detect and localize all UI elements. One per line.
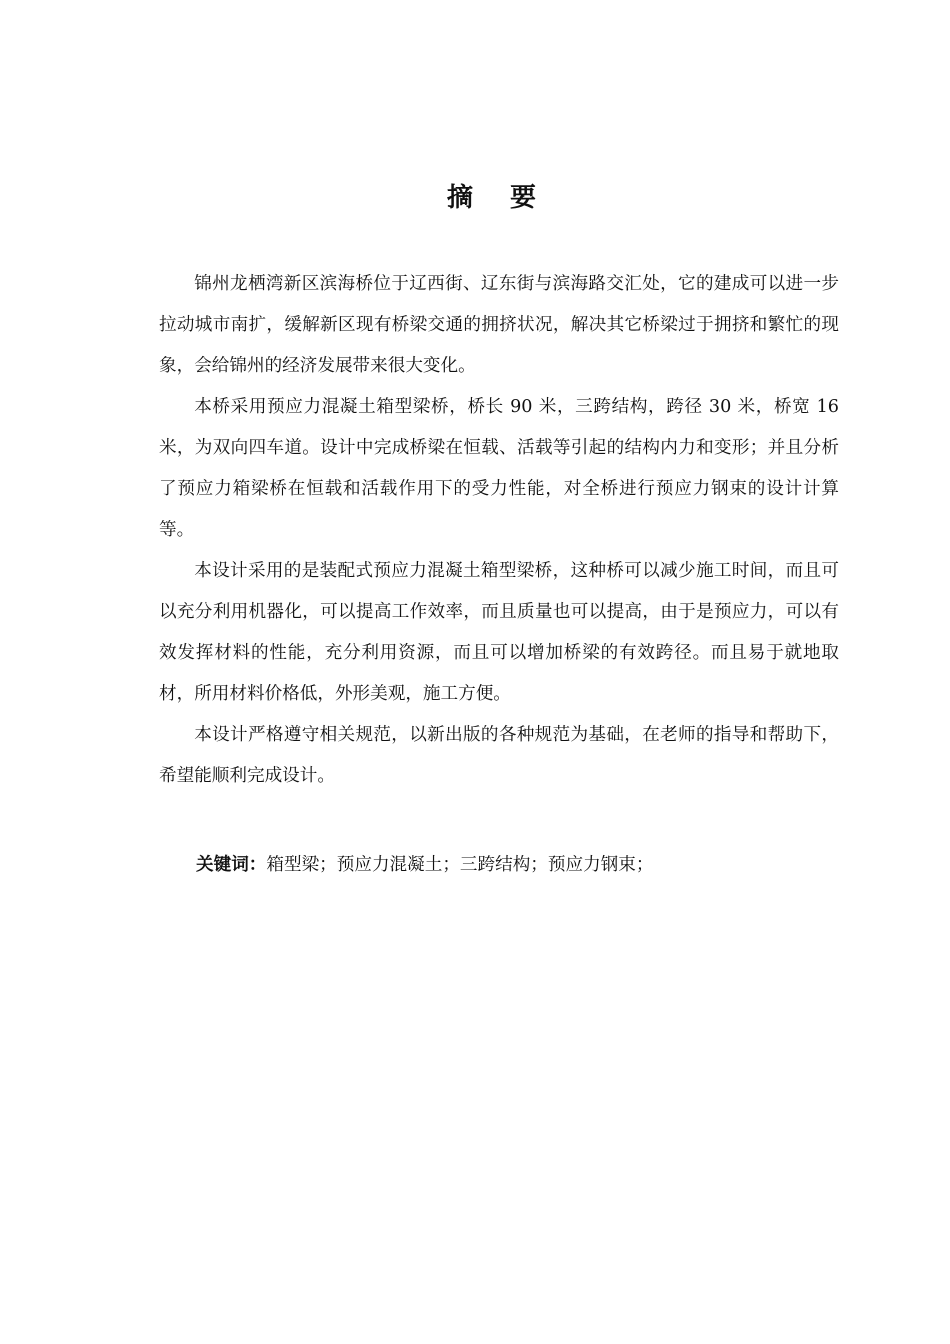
- keywords-line: [196, 845, 836, 886]
- keywords-value: 箱型梁；预应力混凝土；三跨结构；预应力钢束；: [266, 855, 654, 875]
- paragraph-2: 本桥采用预应力混凝土箱型梁桥，桥长 90 米，三跨结构，跨径 30 米，桥宽 16 米，为双向四车道。设计中完成桥梁在恒载、活载等引起的结构内力和变形；并且分析了预应力箱梁桥在恒载和活载作用下的受力性能，对全桥进行预应力钢束的设计计算等。: [159, 397, 839, 540]
- paragraph-4: 本设计严格遵守相关规范，以新出版的各种规范为基础，在老师的指导和帮助下，希望能顺利完成设计。: [159, 725, 839, 786]
- abstract-body: [159, 264, 839, 797]
- keywords-label: 关键词：: [196, 855, 267, 875]
- abstract-title: 摘 要: [446, 183, 551, 213]
- paragraph-1: 锦州龙栖湾新区滨海桥位于辽西街、辽东街与滨海路交汇处，它的建成可以进一步拉动城市南扩，缓解新区现有桥梁交通的拥挤状况，解决其它桥梁过于拥挤和繁忙的现象，会给锦州的经济发展带来很大变化。: [159, 274, 839, 376]
- paragraph-3: 本设计采用的是装配式预应力混凝土箱型梁桥，这种桥可以减少施工时间，而且可以充分利用机器化，可以提高工作效率，而且质量也可以提高，由于是预应力，可以有效发挥材料的性能，充分利用资源，而且可以增加桥梁的有效跨径。而且易于就地取材，所用材料价格低，外形美观，施工方便。: [159, 561, 839, 704]
